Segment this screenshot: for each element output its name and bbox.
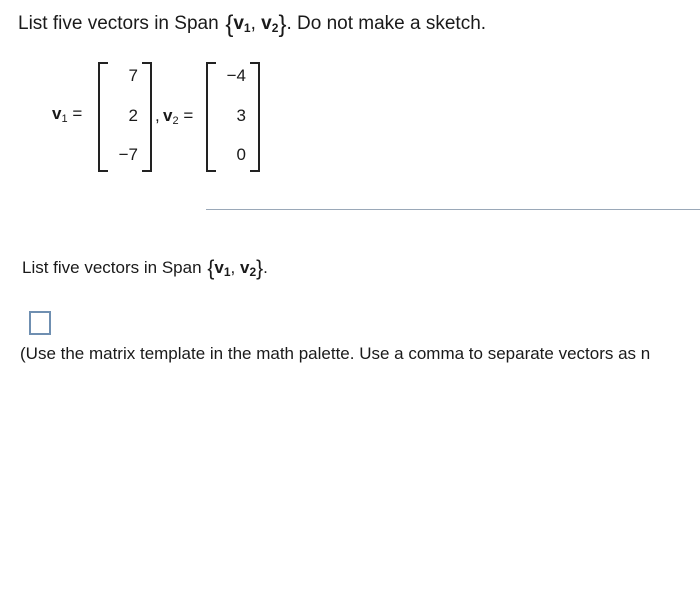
section-divider (206, 209, 700, 210)
v1-entry: 7 (128, 66, 138, 85)
vector-comma: , (155, 106, 160, 125)
open-brace: { (201, 257, 215, 280)
question-prefix: List five vectors in Span (18, 13, 219, 34)
v1-entry: −7 (118, 145, 138, 164)
v2-label: $v_2$ = (163, 106, 194, 127)
question-suffix: . Do not make a sketch. (286, 13, 487, 34)
prompt-v1: $v_1$ (214, 257, 231, 279)
v2-matrix (206, 62, 260, 172)
close-brace: } (278, 11, 287, 38)
prompt-text: List five vectors in Span { $v_1$ , $v_2$ } . (22, 257, 268, 280)
v1-label: $v_1$ = (52, 104, 83, 125)
prompt-v2: $v_2$ (240, 257, 257, 279)
instruction-text: (Use the matrix template in the math palette. Use a comma to separate vectors as n (20, 344, 651, 363)
v2-entry: 0 (236, 145, 246, 164)
answer-input[interactable] (29, 311, 51, 335)
v2-entry: −4 (226, 66, 246, 85)
right-bracket (142, 62, 152, 172)
question-text: List five vectors in Span { $v_1$ , $v_2$ } . Do not make a sketch. (18, 11, 487, 38)
right-bracket (250, 62, 260, 172)
left-bracket (98, 62, 108, 172)
v2-entry: 3 (236, 106, 246, 125)
left-bracket (206, 62, 216, 172)
v1-matrix (98, 62, 152, 172)
prompt-suffix: . (263, 258, 268, 277)
close-brace: } (256, 257, 264, 280)
question-v1: $v_1$ (233, 13, 251, 35)
open-brace: { (218, 11, 234, 38)
v1-entry: 2 (128, 106, 138, 125)
question-v2: $v_2$ (261, 13, 279, 35)
prompt-prefix: List five vectors in Span (22, 258, 202, 277)
